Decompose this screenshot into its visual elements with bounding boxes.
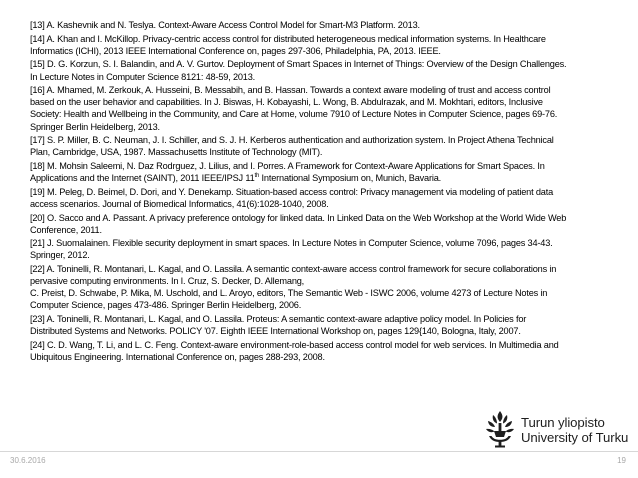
- reference-15: [30, 58, 626, 82]
- reference-line: Informatics (ICHI), 2013 IEEE International Conference on, pages 297-306, Philadelphia, PA, 2013. IEEE.: [30, 45, 441, 56]
- reference-line: [21] J. Suomalainen. Flexible security deployment in smart spaces. In Lecture Notes in Computer Science, volume 7096, pages 34-43.: [30, 238, 553, 249]
- reference-line: based on the user behavior and capabilities. In J. Biswas, H. Kobayashi, L. Wong, B. Abdulrazak, and M. Mokhtari, editors, Inclusive: [30, 97, 543, 108]
- reference-text: Applications and the Internet (SAINT), 2011 IEEE/IPSJ 11: [30, 173, 255, 184]
- reference-20: [30, 212, 626, 236]
- reference-17: [30, 134, 626, 158]
- reference-16: [30, 84, 626, 132]
- university-name-finnish: Turun yliopisto: [521, 415, 605, 430]
- reference-line: [19] M. Peleg, D. Beimel, D. Dori, and Y. Denekamp. Situation-based access control: Privacy management via modeling of patient data: [30, 186, 554, 197]
- reference-23: [30, 313, 626, 337]
- reference-line: Society: Health and Wellbeing in the Community, and Care at Home, volume 7910 of Lecture Notes in Computer Science, pages 69-76.: [30, 109, 558, 120]
- torch-emblem-icon: [484, 410, 516, 448]
- reference-line: Computer Science, pages 473-486. Springer Berlin Heidelberg, 2006.: [30, 300, 302, 311]
- university-name: [521, 415, 628, 445]
- reference-line: [30, 172, 626, 184]
- reference-line: Conference, 2011.: [30, 224, 102, 235]
- reference-13: [30, 19, 626, 31]
- university-logo: [484, 410, 630, 448]
- reference-line: [20] O. Sacco and A. Passant. A privacy preference ontology for linked data. In Linked Data on the Web Workshop at the World Wide Web: [30, 212, 567, 223]
- page-number: 19: [617, 456, 626, 465]
- superscript: th: [254, 173, 260, 180]
- reference-line: access scenarios. Journal of Biomedical Informatics, 41(6):1028-1040, 2008.: [30, 198, 329, 209]
- reference-line: pervasive computing environments. In I. Cruz, S. Decker, D. Allemang,: [30, 276, 305, 287]
- reference-line: [16] A. Mhamed, M. Zerkouk, A. Husseini, B. Messabih, and B. Hassan. Towards a context aware modeling of trust and access control: [30, 85, 551, 96]
- reference-line: [13] A. Kashevnik and N. Teslya. Context-Aware Access Control Model for Smart-M3 Platform. 2013.: [30, 20, 420, 30]
- reference-line: [23] A. Toninelli, R. Montanari, L. Kagal, and O. Lassila. Proteus: A semantic context-aware adaptive policy model. In Policies for: [30, 314, 527, 325]
- reference-line: Plan, Cambridge, USA, 1987. Massachusetts Institute of Technology (MIT).: [30, 147, 323, 158]
- reference-22: [30, 263, 626, 311]
- footer-date: 30.6.2016: [10, 456, 46, 465]
- reference-line: [22] A. Toninelli, R. Montanari, L. Kagal, and O. Lassila. A semantic context-aware access control framework for secure collaborations in: [30, 264, 557, 275]
- reference-line: [14] A. Khan and I. McKillop. Privacy-centric access control for distributed heterogeneous medical information systems. In Healthcare: [30, 33, 546, 44]
- reference-21: [30, 237, 626, 261]
- reference-line: Ubiquitous Engineering. International Conference on, pages 288-293, 2008.: [30, 351, 325, 362]
- reference-line: In Lecture Notes in Computer Science 8121: 48-59, 2013.: [30, 71, 256, 82]
- reference-line: Springer Berlin Heidelberg, 2013.: [30, 121, 160, 132]
- university-name-english: University of Turku: [521, 430, 629, 445]
- reference-line: [15] D. G. Korzun, S. I. Balandin, and A. V. Gurtov. Deployment of Smart Spaces in Internet of Things: Overview of the Design Challenges.: [30, 59, 567, 70]
- reference-19: [30, 186, 626, 210]
- reference-text: International Symposium on, Munich, Bavaria.: [261, 173, 442, 184]
- reference-list: [30, 19, 626, 365]
- reference-line: [24] C. D. Wang, T. Li, and L. C. Feng. Context-aware environment-role-based access control model for web services. In Multimedia and: [30, 339, 559, 350]
- reference-14: [30, 33, 626, 57]
- reference-line: [18] M. Mohsin Saleemi, N. Daz Rodrguez, J. Lilius, and I. Porres. A Framework for Context-Aware Applications for Smart Spaces. In: [30, 161, 545, 171]
- reference-line: Springer, 2012.: [30, 250, 90, 261]
- reference-24: [30, 339, 626, 363]
- footer-divider: [0, 451, 638, 452]
- reference-line: [17] S. P. Miller, B. C. Neuman, J. I. Schiller, and S. J. H. Kerberos authentication and authorization system. In Project Athena Technical: [30, 135, 554, 146]
- reference-line: Distributed Systems and Networks. POLICY '07. Eighth IEEE International Workshop on, pages 129{140, Bologna, Italy, 2007.: [30, 326, 521, 337]
- reference-line: C. Preist, D. Schwabe, P. Mika, M. Uschold, and L. Aroyo, editors, The Semantic Web - ISWC 2006, volume 4273 of Lecture Notes in: [30, 288, 548, 299]
- reference-18: [30, 160, 626, 184]
